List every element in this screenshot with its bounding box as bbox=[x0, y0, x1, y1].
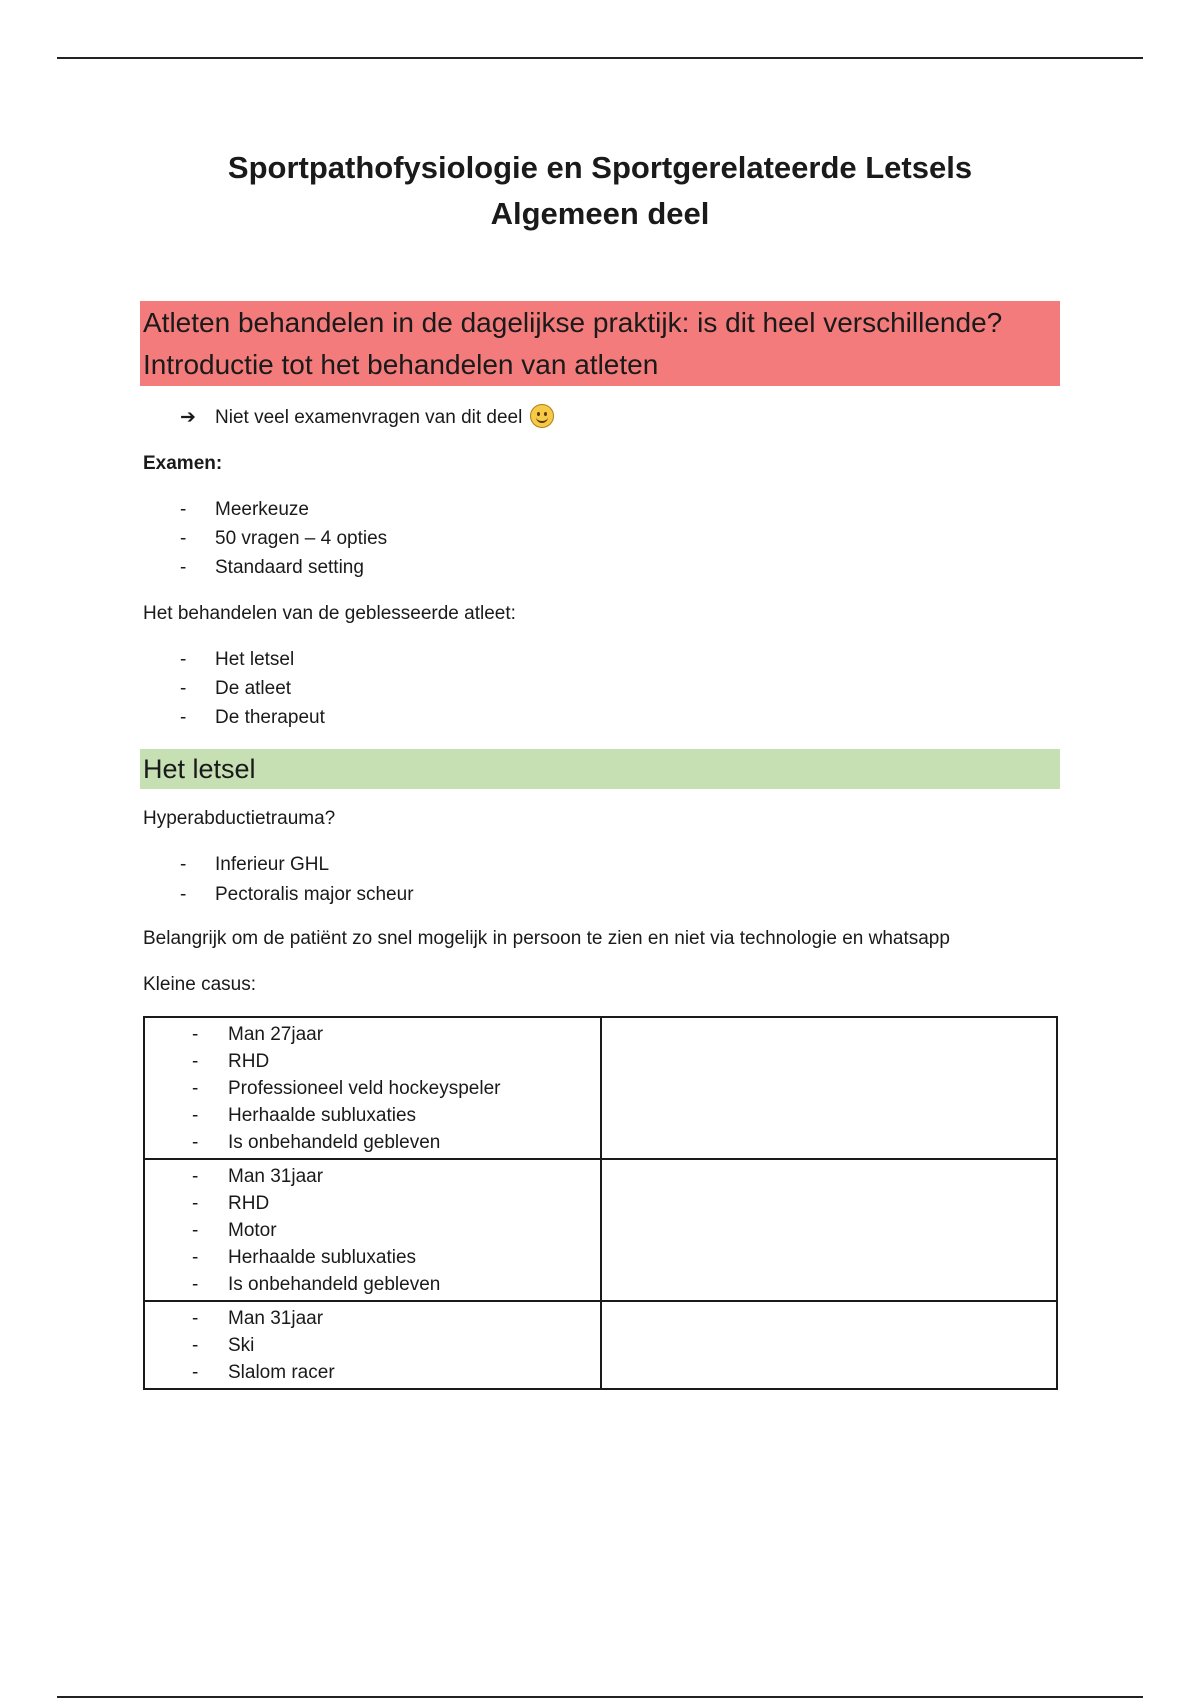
table-cell-empty bbox=[601, 1159, 1057, 1301]
document-title bbox=[0, 145, 1200, 237]
table-row bbox=[144, 1301, 1057, 1389]
list-item: - Professioneel veld hockeyspeler bbox=[145, 1075, 600, 1102]
smiley-icon bbox=[530, 404, 554, 428]
table-row bbox=[144, 1159, 1057, 1301]
list-item: - Man 31jaar bbox=[145, 1163, 600, 1190]
list-item: - Is onbehandeld gebleven bbox=[145, 1129, 600, 1156]
treatment-list bbox=[178, 645, 325, 732]
list-item: - Pectoralis major scheur bbox=[178, 880, 414, 910]
title-line-2: Algemeen deel bbox=[490, 196, 710, 231]
table-cell bbox=[144, 1301, 601, 1389]
list-item: - De therapeut bbox=[178, 703, 325, 732]
bottom-rule bbox=[57, 1696, 1143, 1698]
arrow-right-icon: ➔ bbox=[180, 407, 196, 428]
table-row bbox=[144, 1017, 1057, 1159]
section-heading-athletes bbox=[140, 301, 1060, 386]
exam-list bbox=[178, 495, 387, 582]
arrow-note bbox=[180, 404, 554, 431]
section-heading-line-1: Atleten behandelen in de dagelijkse praktijk: is dit heel verschillende? bbox=[143, 307, 1003, 338]
list-item: - Meerkeuze bbox=[178, 495, 387, 524]
list-item: - Is onbehandeld gebleven bbox=[145, 1271, 600, 1298]
table-cell-empty bbox=[601, 1017, 1057, 1159]
list-item: - Man 31jaar bbox=[145, 1305, 600, 1332]
section-heading-line-2: Introductie tot het behandelen van atleten bbox=[143, 349, 659, 380]
exam-label: Examen: bbox=[143, 453, 223, 474]
top-rule bbox=[57, 57, 1143, 59]
case-table bbox=[143, 1016, 1058, 1390]
list-item: - De atleet bbox=[178, 674, 325, 703]
list-item: - Herhaalde subluxaties bbox=[145, 1244, 600, 1271]
list-item: - 50 vragen – 4 opties bbox=[178, 524, 387, 553]
list-item: - Standaard setting bbox=[178, 553, 387, 582]
list-item: - Man 27jaar bbox=[145, 1021, 600, 1048]
section-heading-letsel: Het letsel bbox=[140, 749, 1060, 789]
list-item: - Slalom racer bbox=[145, 1359, 600, 1386]
case-label: Kleine casus: bbox=[143, 974, 257, 995]
list-item: - Ski bbox=[145, 1332, 600, 1359]
arrow-note-text: Niet veel examenvragen van dit deel bbox=[215, 407, 523, 428]
table-cell bbox=[144, 1017, 601, 1159]
list-item: - Het letsel bbox=[178, 645, 325, 674]
list-item: - RHD bbox=[145, 1190, 600, 1217]
list-item: - Motor bbox=[145, 1217, 600, 1244]
note-text: Belangrijk om de patiënt zo snel mogelijk in persoon te zien en niet via technologie en whatsapp bbox=[143, 928, 950, 949]
table-cell bbox=[144, 1159, 601, 1301]
list-item: - RHD bbox=[145, 1048, 600, 1075]
table-cell-empty bbox=[601, 1301, 1057, 1389]
list-item: - Inferieur GHL bbox=[178, 850, 414, 880]
question-label: Hyperabductietrauma? bbox=[143, 808, 336, 829]
injury-list bbox=[178, 850, 414, 910]
title-line-1: Sportpathofysiologie en Sportgerelateerde Letsels bbox=[227, 150, 973, 185]
list-item: - Herhaalde subluxaties bbox=[145, 1102, 600, 1129]
treatment-label: Het behandelen van de geblesseerde atleet: bbox=[143, 603, 516, 624]
